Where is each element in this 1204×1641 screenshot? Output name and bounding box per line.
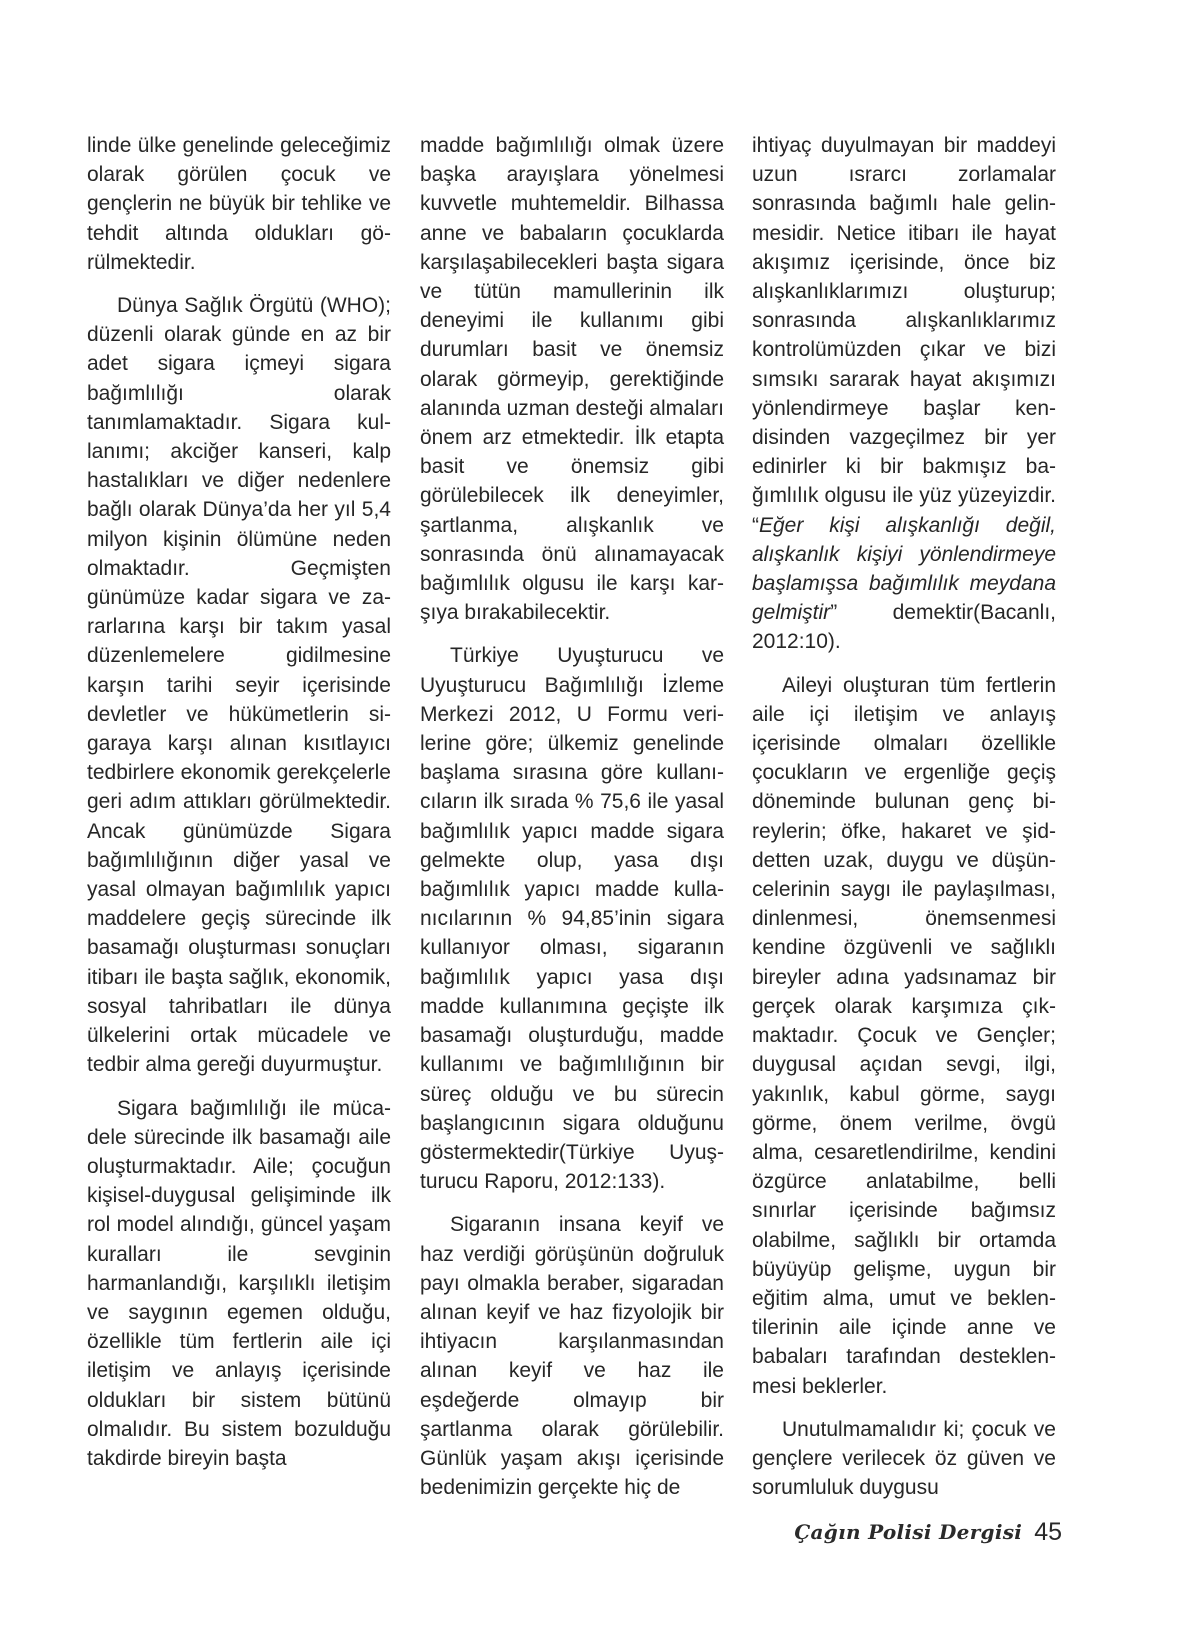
journal-name: Çağın Polisi Dergisi: [794, 1520, 1023, 1544]
paragraph: Sigara bağımlılığı ile mücadele sürecinde ilk basamağı aile oluşturmaktadır. Aile; çocuğun kişisel-duygusal gelişiminde ilk rol model alındığı, güncel yaşam kuralları ile sevginin harmanlandığı, karşılıklı iletişim ve saygının egemen olduğu, özellikle tüm fertlerin aile içi iletişim ve anlayış içerisinde oldukları bir sistem bütünü olmalıdır. Bu sistem bozulduğu takdirde bireyin başta: [87, 1096, 391, 1470]
paragraph-text: ” demektir(Bacanlı, 2012:10).: [752, 601, 1056, 654]
italic-quote: Eğer kişi alışkanlığı değil, alışkanlık kişiyi yönlendirmeye başlamışsa bağımlılık meydana gelmiştir: [752, 513, 1056, 625]
paragraph: linde ülke genelinde geleceğimiz olarak görülen çocuk ve gençlerin ne büyük bir tehlike ve tehdit altında oldukları görülmektedir.: [87, 134, 391, 274]
paragraph-text: ihtiyaç duyulmayan bir maddeyi uzun ısrarcı zorlamalar sonrasında bağımlı hale gelinmesidir. Netice itibarı ile hayat akışımız içerisinde, önce biz alışkanlıklarımızı oluşturup; sonrasında alışkanlıklarımız kontrolümüzden çıkar ve bizi sımsıkı sararak hayat akışımızı yönlendirmeye başlar kendisinden vazgeçilmez bir yer edinirler ki bir bakmışız bağımlılık olgusu ile yüz yüzeyizdir. “: [752, 134, 1056, 537]
page-footer: [790, 1512, 1062, 1552]
paragraph: Aileyi oluşturan tüm fertlerin aile içi iletişim ve anlayış içerisinde olmaları özellikle çocukların ve ergenliğe geçiş döneminde bulunan genç bireylerin; öfke, hakaret ve şiddetten uzak, duygu ve düşüncelerinin saygı ile paylaşılması, dinlenmesi, önemsenmesi kendine özgüvenli ve sağlıklı bireyler adına yadsınamaz bir gerçek olarak karşımıza çıkmaktadır. Çocuk ve Gençler; duygusal açıdan sevgi, ilgi, yakınlık, kabul görme, saygı görme, önem verilme, övgü alma, cesaretlendirilme, kendini özgürce anlatabilme, belli sınırlar içerisinde bağımsız olabilme, sağlıklı bir ortamda büyüyüp gelişme, uygun bir eğitim alma, umut ve beklentilerinin aile içinde anne ve babaları tarafından desteklenmesi beklerler.: [752, 673, 1056, 1398]
text-column-2: [420, 131, 724, 1516]
paragraph: Dünya Sağlık Örgütü (WHO); düzenli olarak günde en az bir adet sigara içmeyi sigara bağımlılığı olarak tanımlamaktadır. Sigara kullanımı; akciğer kanseri, kalp hastalıkları ve diğer nedenlere bağlı olarak Dünya’da her yıl 5,4 milyon kişinin ölümüne neden olmaktadır. Geçmişten günümüze kadar sigara ve zararlarına karşı bir takım yasal düzenlemelere gidilmesine karşın tarihi seyir içerisinde devletler ve hükümetlerin sigaraya karşı alınan kısıtlayıcı tedbirlere ekonomik gerekçelerle geri adım attıkları görülmektedir. Ancak günümüzde Sigara bağımlılığının diğer yasal ve yasal olmayan bağımlılık yapıcı maddelere geçiş sürecinde ilk basamağı oluşturması sonuçları itibarı ile başta sağlık, ekonomik, sosyal tahribatları ile dünya ülkelerini ortak mücadele ve tedbir alma gereği duyurmuştur.: [87, 294, 391, 1077]
paragraph: Türkiye Uyuşturucu ve Uyuşturucu Bağımlılığı İzleme Merkezi 2012, U Formu verilerine göre; ülkemiz genelinde başlama sırasına göre kullanıcıların ilk sırada % 75,6 ile yasal bağımlılık yapıcı madde sigara gelmekte olup, yasa dışı bağımlılık yapıcı madde kullanıcılarının % 94,85’inin sigara kullanıyor olması, sigaranın bağımlılık yapıcı yasa dışı madde kullanımına geçişte ilk basamağı oluşturduğu, madde kullanımı ve bağımlılığının bir süreç olduğu ve bu sürecin başlangıcının sigara olduğunu göstermektedir(Türkiye Uyuşturucu Raporu, 2012:133).: [420, 644, 724, 1194]
text-column-3: [752, 131, 1056, 1516]
paragraph: Sigaranın insana keyif ve haz verdiği görüşünün doğruluk payı olmakla beraber, sigaradan alınan keyif ve haz fizyolojik bir ihtiyacın karşılanmasından alınan keyif ve haz ile eşdeğerde olmayıp bir şartlanma olarak görülebilir. Günlük yaşam akışı içerisinde bedenimizin gerçekte hiç de: [420, 1213, 724, 1500]
page-number: 45: [1034, 1517, 1062, 1546]
text-column-1: [87, 131, 391, 1487]
paragraph: Unutulmamalıdır ki; çocuk ve gençlere verilecek öz güven ve sorumluluk duygusu: [752, 1417, 1056, 1500]
paragraph: madde bağımlılığı olmak üzere başka arayışlara yönelmesi kuvvetle muhtemeldir. Bilhassa anne ve babaların çocuklarda karşılaşabilecekleri başta sigara ve tütün mamullerinin ilk deneyimi ile kullanımı gibi durumları basit ve önemsiz olarak görmeyip, gerektiğinde alanında uzman desteği almaları önem arz etmektedir. İlk etapta basit ve önemsiz gibi görülebilecek ilk deneyimler, şartlanma, alışkanlık ve sonrasında önü alınamayacak bağımlılık olgusu ile karşı karşıya bırakabilecektir.: [420, 134, 724, 625]
paragraph-with-quote: [752, 131, 1056, 657]
